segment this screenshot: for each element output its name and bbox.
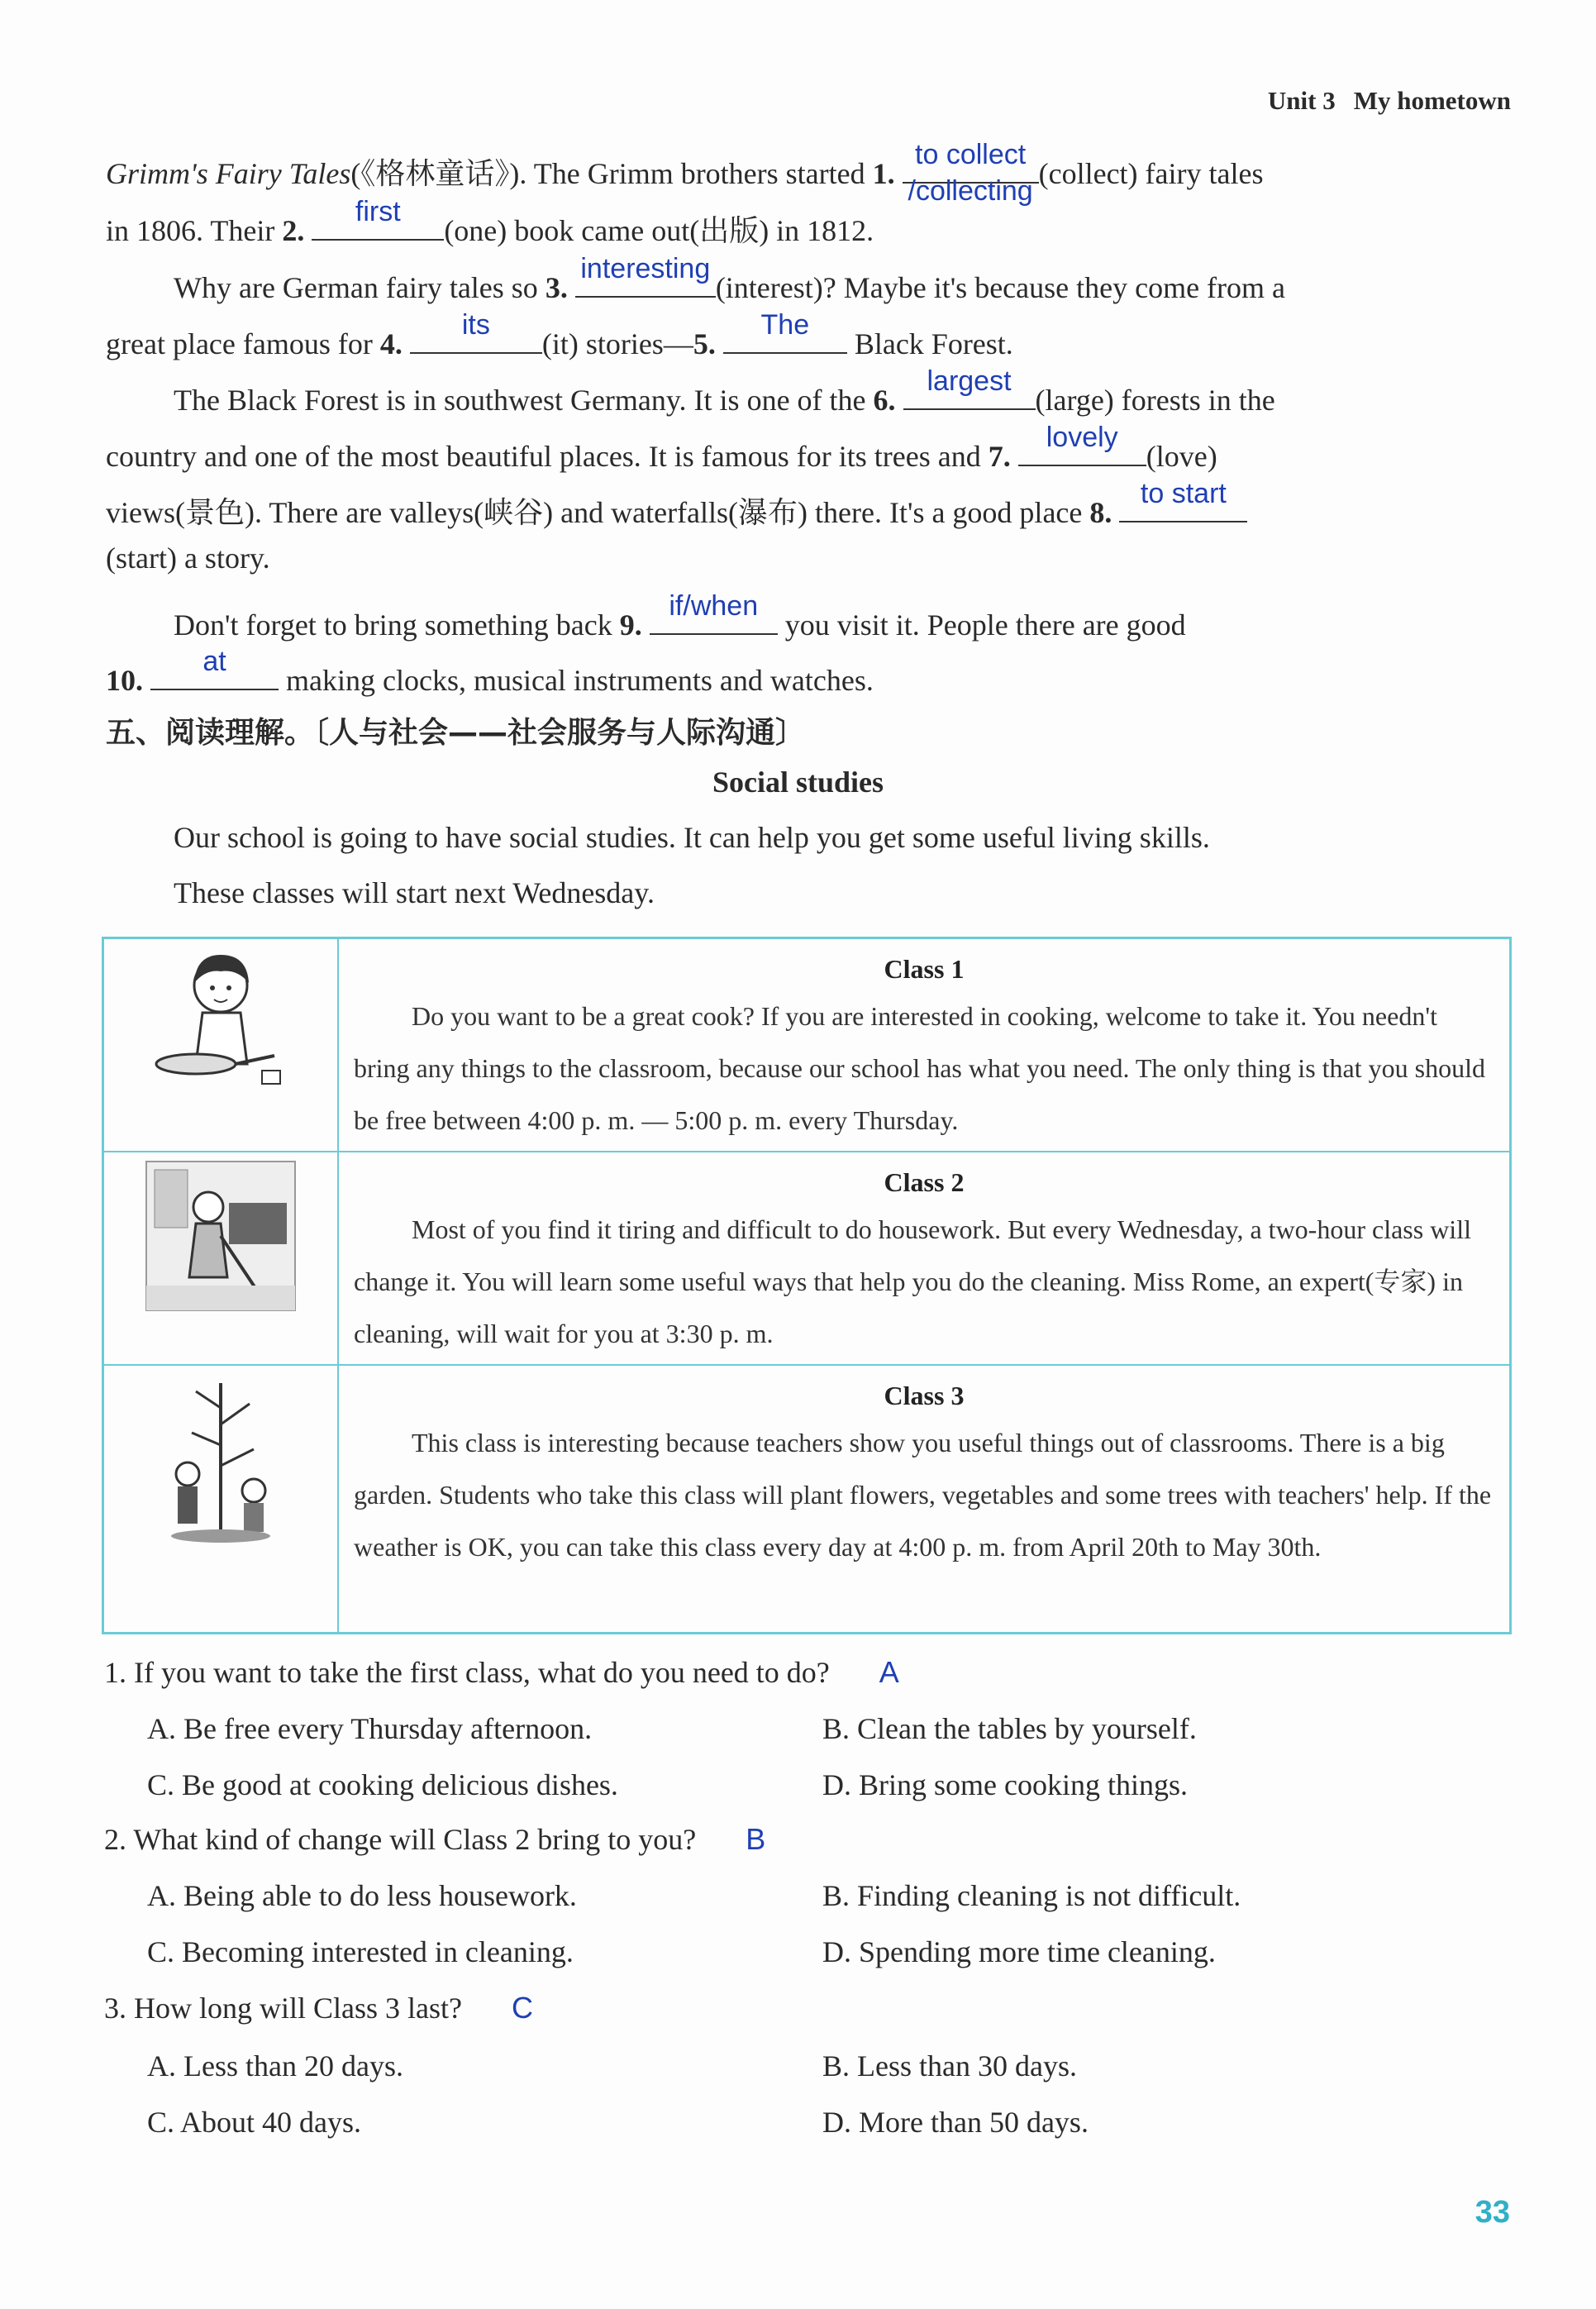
text: (start) a story. — [106, 541, 270, 575]
question-text: 3. How long will Class 3 last? — [104, 1992, 462, 2025]
class-1-description — [338, 938, 1511, 1152]
class-text: Most of you find it tiring and difficult to do housework. But every Wednesday, a two-hour class will change it. You will learn some useful ways that help you do the cleaning. Miss Rome, an expert(专家) in cleaning, will wait for you at 3:30 p. m. — [354, 1214, 1471, 1348]
blank-number: 6. — [873, 384, 896, 417]
answer-10: at — [202, 646, 226, 677]
text: in 1806. Their — [106, 214, 283, 247]
answer-6: largest — [927, 365, 1012, 397]
text: (love) — [1146, 440, 1217, 473]
tree-planting-illustration — [138, 1367, 303, 1565]
text: (collect) fairy tales — [1038, 157, 1264, 190]
blank-1 — [903, 139, 1039, 207]
class-1-picture — [103, 938, 339, 1152]
text: Black Forest. — [854, 327, 1013, 360]
section-title: 五、阅读理解。〔人与社会——社会服务与人际沟通〕 — [106, 716, 806, 750]
class-2-picture — [103, 1152, 339, 1365]
text: (《格林童话》). The Grimm brothers started — [350, 157, 873, 190]
blank-number: 1. — [872, 157, 895, 190]
passage-line-9 — [174, 590, 1511, 644]
blank-10 — [150, 646, 279, 690]
question-answer: B — [746, 1822, 766, 1856]
answer-1-alt: /collecting — [908, 175, 1033, 207]
blank-number: 4. — [379, 327, 403, 360]
answer-8: to start — [1140, 478, 1227, 509]
blank-number: 9. — [619, 608, 642, 642]
text: country and one of the most beautiful places. It is famous for its trees and — [106, 440, 989, 473]
passage-line-2 — [106, 196, 1511, 250]
text: (large) forests in the — [1035, 384, 1275, 417]
answer-4: its — [461, 309, 490, 341]
text: you visit it. People there are good — [784, 608, 1186, 642]
page-header — [1268, 86, 1511, 116]
answer-7: lovely — [1046, 422, 1118, 453]
text: Why are German fairy tales so — [174, 271, 545, 304]
blank-number: 5. — [693, 327, 716, 360]
answer-1: to collect — [915, 139, 1027, 170]
option: B. Less than 30 days. — [822, 2049, 1077, 2082]
intro-line-2: These classes will start next Wednesday. — [174, 876, 655, 909]
text: (one) book came out(出版) in 1812. — [444, 214, 874, 247]
question-3 — [104, 1991, 533, 2025]
class-text: Do you want to be a great cook? If you are interested in cooking, welcome to take it. You needn't bring any things to the classroom, because our school has what you need. The only thing is that you should be free between 4:00 p. m. — 5:00 p. m. every Thursday. — [354, 1001, 1485, 1135]
option: A. Less than 20 days. — [147, 2049, 403, 2082]
text: Don't forget to bring something back — [174, 608, 620, 642]
blank-number: 7. — [988, 440, 1011, 473]
passage-line-1 — [106, 139, 1511, 207]
text: The Black Forest is in southwest Germany. It is one of the — [174, 384, 874, 417]
question-2 — [104, 1822, 765, 1857]
intro-line-1: Our school is going to have social studies. It can help you get some useful living skills. — [174, 821, 1210, 854]
class-2-description — [338, 1152, 1511, 1365]
answer-3: interesting — [580, 253, 711, 284]
option: C. Be good at cooking delicious dishes. — [147, 1768, 618, 1801]
class-3-description — [338, 1365, 1511, 1634]
blank-5 — [723, 309, 847, 354]
blank-number: 2. — [282, 214, 305, 247]
class-row — [103, 1365, 1511, 1634]
passage-line-8 — [106, 539, 1511, 577]
option: B. Finding cleaning is not difficult. — [822, 1879, 1241, 1912]
question-answer: A — [879, 1655, 899, 1689]
blank-number: 10. — [106, 664, 143, 697]
text: making clocks, musical instruments and watches. — [286, 664, 874, 697]
blank-4 — [410, 309, 542, 354]
question-text: 1. If you want to take the first class, what do you need to do? — [104, 1656, 830, 1689]
text: (interest)? Maybe it's because they come from a — [715, 271, 1286, 304]
question-text: 2. What kind of change will Class 2 bring to you? — [104, 1823, 697, 1856]
blank-6 — [903, 365, 1036, 410]
passage-line-10 — [106, 646, 1511, 699]
class-title: Class 3 — [884, 1381, 965, 1410]
answer-9: if/when — [669, 590, 759, 622]
passage-line-7 — [106, 478, 1511, 532]
blank-number: 3. — [545, 271, 568, 304]
reading-heading: Social studies — [712, 766, 884, 799]
option: B. Clean the tables by yourself. — [822, 1712, 1197, 1745]
blank-2 — [312, 196, 444, 241]
blank-number: 8. — [1089, 496, 1112, 529]
question-1 — [104, 1655, 899, 1690]
passage-line-6 — [106, 422, 1511, 475]
option: C. Becoming interested in cleaning. — [147, 1935, 574, 1968]
book-title: Grimm's Fairy Tales — [106, 157, 351, 190]
class-row — [103, 1152, 1511, 1365]
passage-line-5 — [174, 365, 1511, 419]
passage-line-4 — [106, 309, 1511, 363]
page-number: 33 — [1475, 2195, 1510, 2230]
answer-5: The — [760, 309, 810, 341]
answer-2: first — [355, 196, 401, 227]
option: A. Being able to do less housework. — [147, 1879, 577, 1912]
unit-label: Unit 3 — [1267, 86, 1336, 115]
unit-title: My hometown — [1353, 86, 1511, 115]
cleaning-girl-illustration — [138, 1153, 303, 1319]
text: (it) stories— — [541, 327, 693, 360]
text: great place famous for — [106, 327, 380, 360]
option: D. Spending more time cleaning. — [822, 1935, 1216, 1968]
class-3-picture — [103, 1365, 339, 1634]
class-title: Class 1 — [884, 954, 965, 984]
blank-3 — [575, 253, 716, 298]
class-row — [103, 938, 1511, 1152]
option: D. More than 50 days. — [822, 2106, 1089, 2139]
option: A. Be free every Thursday afternoon. — [147, 1712, 593, 1745]
blank-7 — [1018, 422, 1146, 466]
option: D. Bring some cooking things. — [822, 1768, 1188, 1801]
blank-9 — [650, 590, 778, 635]
option: C. About 40 days. — [147, 2106, 362, 2139]
class-text: This class is interesting because teachers show you useful things out of classrooms. There is a big garden. Students who take this class will plant flowers, vegetables and some trees with teachers' help. If the weather is OK, you can take this class every day at 4:00 p. m. from April 20th to May 30th. — [354, 1428, 1492, 1562]
class-title: Class 2 — [884, 1167, 965, 1197]
text: views(景色). There are valleys(峡谷) and waterfalls(瀑布) there. It's a good place — [106, 496, 1090, 529]
cooking-girl-illustration — [138, 940, 303, 1105]
passage-line-3 — [174, 253, 1511, 307]
blank-8 — [1119, 478, 1247, 522]
classes-table — [102, 937, 1512, 1634]
question-answer: C — [511, 1991, 533, 2025]
